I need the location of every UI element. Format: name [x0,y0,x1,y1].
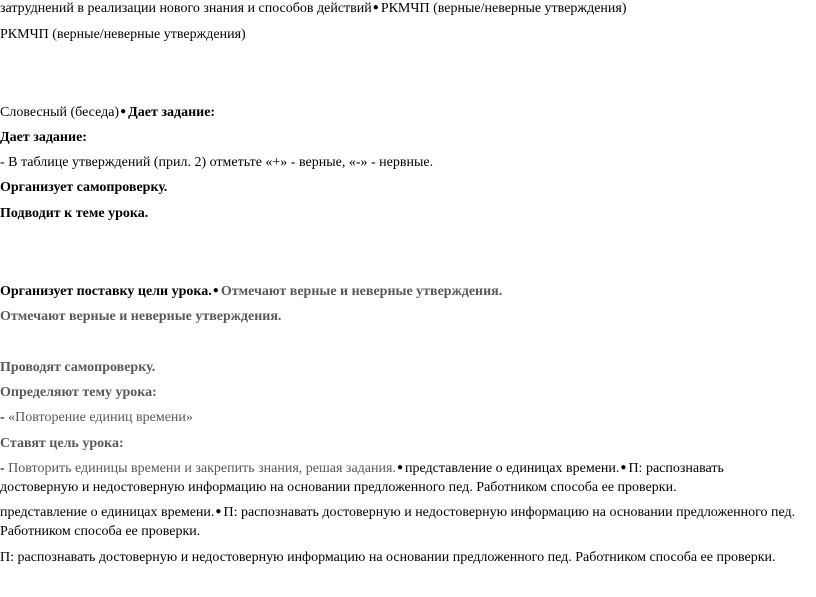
line-9 [0,308,281,326]
text: представление о единицах времени. [404,461,620,476]
text: Проводят самопроверку. [0,360,156,375]
bullet-icon: ● [215,506,222,517]
text: Словесный (беседа) [0,105,120,120]
bullet-icon: ● [212,285,219,296]
line-1 [0,0,627,19]
line-11 [0,384,157,402]
text: «Повторение единиц времени» [8,410,193,425]
text: Отмечают верные и неверные утверждения. [0,309,282,324]
text: Подводит к теме урока. [0,206,149,221]
text: Ставят цель урока: [0,436,124,451]
line-8 [0,283,502,302]
line-15 [0,504,800,541]
line-13 [0,435,124,453]
line-2 [0,26,246,44]
text: Дает задание: [128,105,216,120]
bullet-icon: ● [120,106,127,117]
text: Определяют тему урока: [0,385,157,400]
line-16 [0,549,776,567]
text: РКМЧП (верные/неверные утверждения) [380,1,627,16]
text: Отмечают верные и неверные утверждения. [220,284,503,299]
line-12 [0,409,193,427]
line-4 [0,129,87,147]
text: затруднений в реализации нового знания и способов действий [0,1,372,16]
text: представление о единицах времени. [0,505,215,520]
text: Организует поставку цели урока. [0,284,212,299]
line-14 [0,460,800,497]
bullet-icon: ● [372,2,379,13]
line-7 [0,205,148,223]
bullet-icon: ● [620,462,627,473]
text: Повторить единицы времени и закрепить знания, решая задания. [8,461,396,476]
line-3 [0,104,215,123]
line-5 [0,154,433,172]
text: - [0,461,9,476]
text: П: распознавать достоверную и недостоверную информацию на основании предложенного пед. Работником способа ее проверки. [0,505,796,539]
text: Дает задание: [0,130,87,145]
line-10 [0,359,155,377]
text: П: распознавать достоверную и недостоверную информацию на основании предложенного пед. Работником способа ее проверки. [0,550,776,565]
text: - [0,410,9,425]
text: Организует самопроверку. [0,180,168,195]
bullet-icon: ● [396,462,403,473]
line-6 [0,179,167,197]
text: П: распознавать достоверную и недостоверную информацию на основании предложенного пед. Работником способа ее проверки. [0,461,724,495]
text: - В таблице утверждений (прил. 2) отметьте «+» - верные, «-» - нервные. [0,155,434,170]
text: РКМЧП (верные/неверные утверждения) [0,27,246,42]
